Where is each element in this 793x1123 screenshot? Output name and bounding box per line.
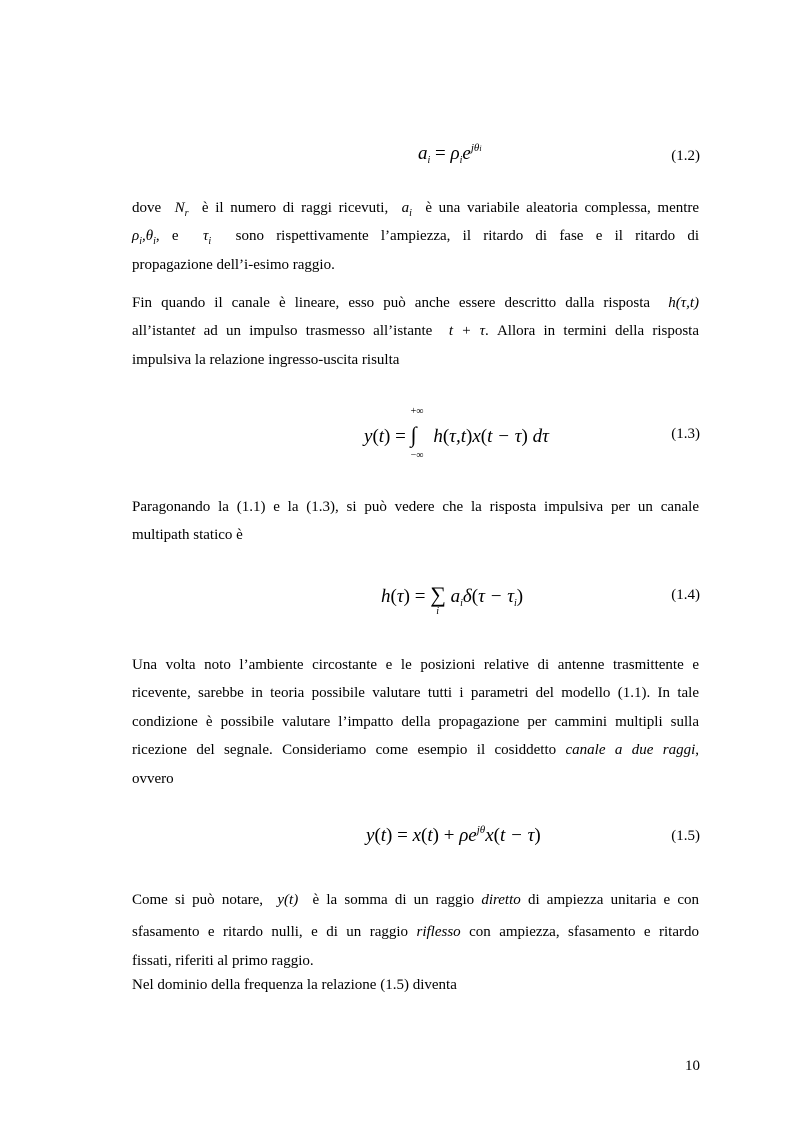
math-ai: $a_i$ [394, 200, 412, 219]
paragraph-4 [132, 651, 699, 793]
text-segment: Fin quando il canale è lineare, esso può anche essere descritto dalla risposta [132, 295, 651, 311]
paragraph-5 [132, 886, 699, 999]
equation-number-1-5: (1.5) [671, 828, 700, 844]
math-rho-theta: $\rho_i,\theta_i$ [132, 228, 156, 248]
paragraph-1 [132, 194, 699, 279]
equation-1-3: y(t) = +∞ ∫ −∞ h(τ,t)x(t − τ) dτ [364, 406, 549, 461]
equation-number-1-2: (1.2) [671, 148, 700, 164]
paragraph-2 [132, 289, 699, 374]
text-segment: di ampiezza unitaria e con [527, 892, 700, 908]
text-emphasis: diretto [481, 892, 521, 908]
text-segment: all’istante [132, 323, 192, 340]
equation-1-5: $y(t) = x(t) + \rho e^{j\theta}x(t - \tau)$ [366, 824, 541, 846]
text-emphasis: riflesso [416, 924, 461, 941]
text-segment: . Allora in termini della risposta [484, 323, 700, 340]
text-line: ricevente, sarebbe in teoria possibile valutare tutti i parametri del modello (1.1). In tale [132, 685, 699, 702]
text-segment: con ampiezza, sfasamento e ritardo [469, 924, 699, 941]
text-segment: , [695, 742, 699, 759]
text-line: ovvero [132, 770, 174, 787]
text-line: fissati, riferiti al primo raggio. [132, 952, 314, 969]
text-segment: ad un impulso trasmesso all’istante [203, 323, 433, 340]
text-segment: è la somma di un raggio [312, 892, 475, 908]
text-segment: sfasamento e ritardo nulli, e di un raggio [132, 924, 409, 941]
text-segment: dove [132, 200, 162, 216]
equation-number-1-4: (1.4) [671, 587, 700, 603]
math-t: t [191, 323, 196, 340]
text-segment: Come si può notare, [132, 892, 264, 908]
equation-number-1-3: (1.3) [671, 426, 700, 442]
text-segment: sono rispettivamente l’ampiezza, il ritardo di fase e il ritardo di [235, 228, 700, 245]
text-line: Nel dominio della frequenza la relazione (1.5) diventa [132, 976, 457, 993]
equation-1-4: h(τ) = ∑ i $a_i\delta(\tau - \tau_i)$ [381, 582, 524, 617]
math-tau-i: $\tau_i$ [190, 228, 212, 248]
text-line: Paragonando la (1.1) e la (1.3), si può vedere che la risposta impulsiva per un canale [132, 499, 699, 515]
text-segment: ricezione del segnale. Consideriamo come esempio il cosiddetto [132, 742, 557, 759]
text-segment: è una variabile aleatoria complessa, mentre [425, 200, 700, 216]
text-line: multipath statico è [132, 527, 243, 544]
text-line: propagazione dell’i-esimo raggio. [132, 256, 335, 273]
text-segment: , e [155, 228, 179, 245]
text-emphasis: canale a due raggi [565, 742, 696, 759]
page-number: 10 [685, 1058, 700, 1074]
math-t-plus-tau: t + τ [440, 323, 485, 340]
math-h-tau-t: h(τ,t) [659, 295, 699, 311]
paragraph-3 [132, 493, 699, 550]
equation-1-2: $a_i = \rho_ie^{j\theta i}$ [418, 142, 482, 166]
text-line: condizione è possibile valutare l’impatto della propagazione per cammini multipli sulla [132, 713, 699, 730]
text-line: Una volta noto l’ambiente circostante e le posizioni relative di antenne trasmittente e [132, 657, 699, 673]
math-y-t: y(t) [270, 892, 306, 908]
text-line: impulsiva la relazione ingresso-uscita risulta [132, 351, 400, 368]
math-nr: $N_r$ [167, 200, 189, 219]
text-segment: è il numero di raggi ricevuti, [201, 200, 389, 216]
